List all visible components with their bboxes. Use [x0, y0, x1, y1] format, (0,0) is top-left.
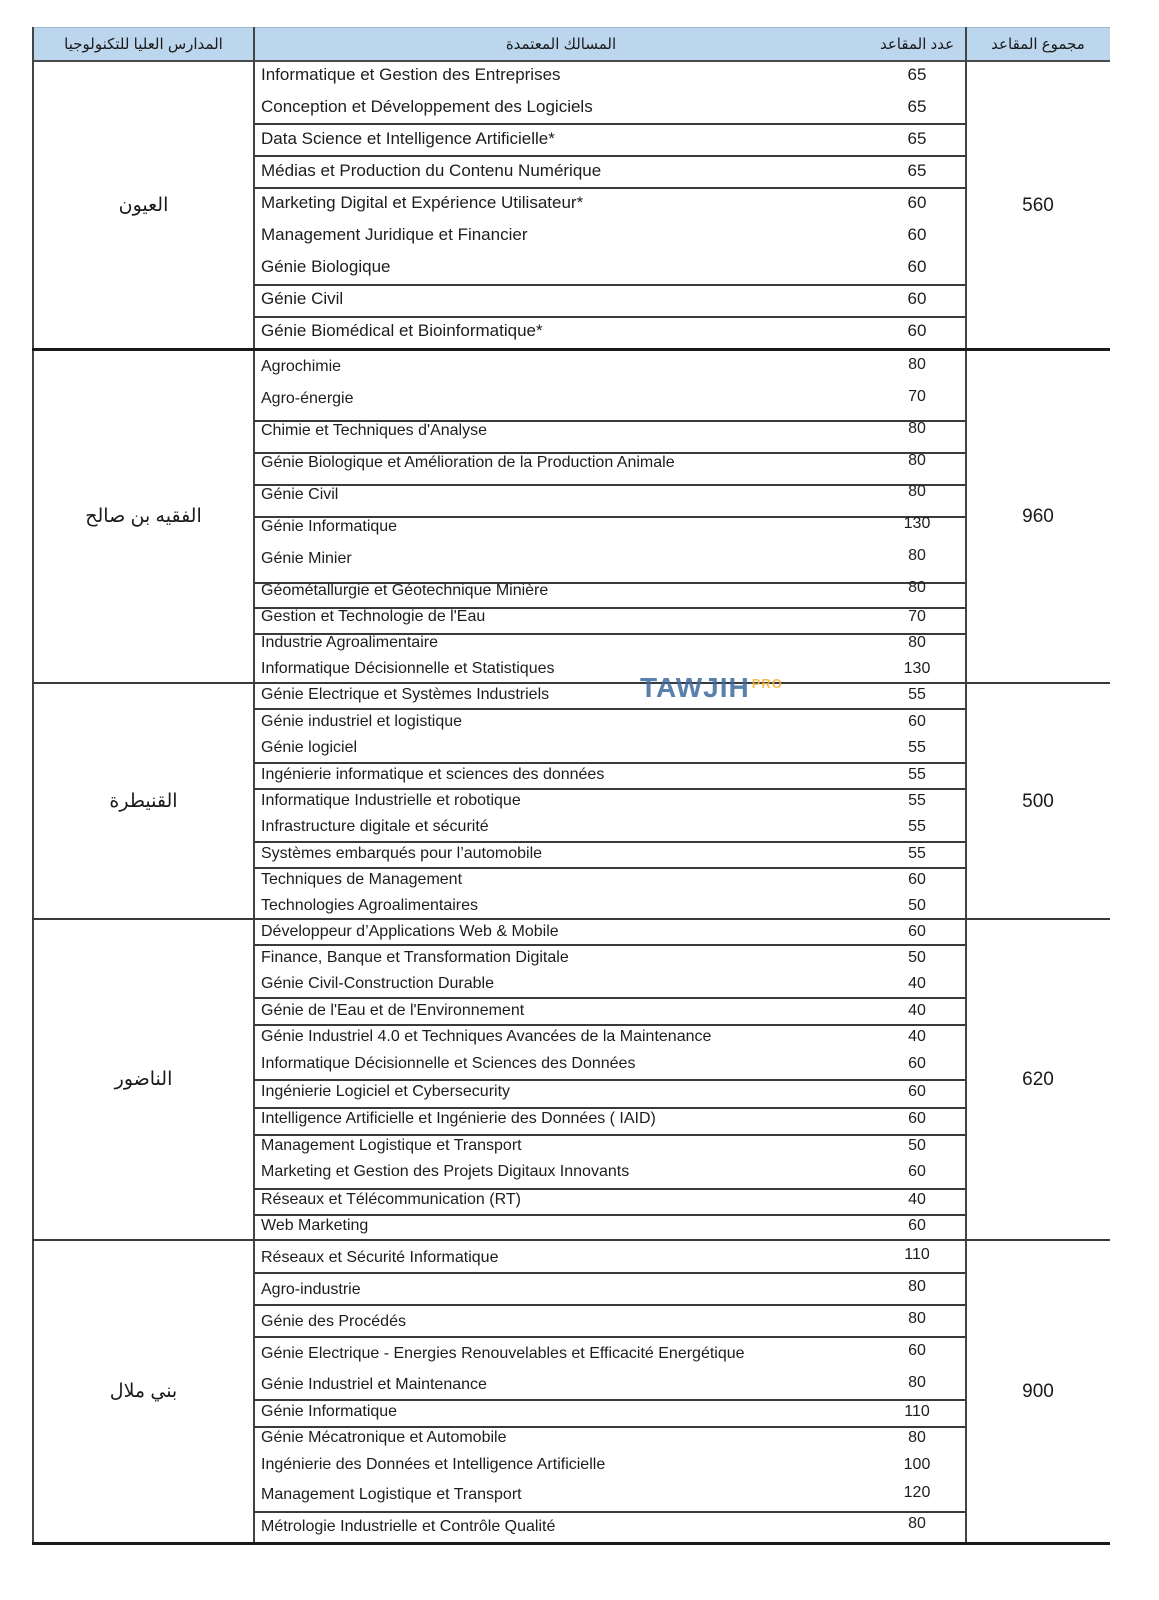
row-divider — [254, 1426, 966, 1428]
program-name: Informatique Décisionnelle et Sciences des Données — [261, 1055, 636, 1072]
program-name: Finance, Banque et Transformation Digitale — [261, 949, 569, 966]
row-divider — [254, 1214, 966, 1216]
program-name: Systèmes embarqués pour l’automobile — [261, 845, 543, 862]
seat-count: 55 — [908, 818, 926, 835]
school-name: القنيطرة — [109, 791, 178, 812]
row-divider — [254, 1107, 966, 1109]
seat-count: 80 — [908, 579, 926, 596]
program-name: Agro-énergie — [261, 390, 354, 407]
program-name: Informatique Décisionnelle et Statistiques — [261, 660, 555, 677]
program-name: Management Logistique et Transport — [261, 1137, 522, 1154]
seat-count: 130 — [903, 660, 931, 677]
seat-count: 40 — [908, 1191, 926, 1208]
header-programs: المسالك المعتمدة — [505, 36, 617, 53]
program-name: Chimie et Techniques d'Analyse — [261, 422, 487, 439]
seat-count: 80 — [908, 1515, 926, 1532]
seat-count: 55 — [908, 686, 926, 703]
program-name: Génie Civil-Construction Durable — [261, 975, 494, 992]
program-name: Agro-industrie — [261, 1281, 361, 1298]
row-divider — [254, 123, 966, 125]
seat-count: 65 — [907, 129, 927, 148]
row-divider — [254, 944, 966, 946]
seat-count: 120 — [903, 1484, 931, 1501]
seat-count: 60 — [908, 1163, 926, 1180]
row-divider — [254, 1188, 966, 1190]
program-name: Génie Mécatronique et Automobile — [261, 1429, 507, 1446]
header-seats: عدد المقاعد — [879, 36, 955, 53]
program-name: Génie industriel et logistique — [261, 713, 463, 730]
table-header — [33, 27, 1110, 62]
program-name: Génie Biologique — [261, 257, 391, 276]
program-name: Industrie Agroalimentaire — [261, 634, 438, 651]
total-seats: 620 — [1022, 1069, 1054, 1090]
seat-count: 50 — [908, 897, 926, 914]
row-divider — [254, 1399, 966, 1401]
seat-count: 80 — [908, 1278, 926, 1295]
row-divider — [254, 1024, 966, 1026]
program-name: Agrochimie — [261, 358, 342, 375]
header-schools: المدارس العليا للتكنولوجيا — [64, 36, 223, 53]
seat-count: 110 — [904, 1403, 930, 1420]
program-name: Génie Biologique et Amélioration de la Production Animale — [261, 454, 675, 471]
program-name: Web Marketing — [261, 1217, 369, 1234]
seat-count: 80 — [908, 1310, 926, 1327]
seat-count: 80 — [908, 452, 926, 469]
seat-count: 110 — [904, 1246, 930, 1263]
row-divider — [254, 284, 966, 286]
program-name: Intelligence Artificielle et Ingénierie des Données ( IAID) — [261, 1110, 656, 1127]
program-name: Marketing et Gestion des Projets Digitaux Innovants — [261, 1163, 630, 1180]
total-seats: 960 — [1022, 506, 1054, 527]
seat-count: 80 — [908, 1374, 926, 1391]
row-divider — [254, 1304, 966, 1306]
row-divider — [254, 1079, 966, 1081]
program-name: Génie Electrique - Energies Renouvelables et Efficacité Energétique — [261, 1345, 745, 1362]
row-divider — [254, 1134, 966, 1136]
program-name: Management Logistique et Transport — [261, 1486, 522, 1503]
column-divider — [32, 27, 34, 1543]
program-name: Réseaux et Sécurité Informatique — [261, 1249, 499, 1266]
program-name: Infrastructure digitale et sécurité — [261, 818, 489, 835]
row-divider — [254, 187, 966, 189]
program-name: Data Science et Intelligence Artificielle* — [261, 129, 555, 148]
program-name: Génie Civil — [261, 289, 344, 308]
program-name: Génie Electrique et Systèmes Industriels — [261, 686, 550, 703]
seat-count: 80 — [908, 420, 926, 437]
program-name: Ingénierie informatique et sciences des données — [261, 766, 605, 783]
seat-count: 60 — [907, 289, 927, 308]
program-name: Génie des Procédés — [261, 1313, 406, 1330]
program-name: Informatique Industrielle et robotique — [261, 792, 521, 809]
program-name: Médias et Production du Contenu Numérique — [261, 161, 602, 180]
seat-count: 60 — [908, 923, 926, 940]
row-divider — [254, 1272, 966, 1274]
seat-count: 50 — [908, 1137, 926, 1154]
total-seats: 500 — [1022, 791, 1054, 812]
row-divider — [254, 1511, 966, 1513]
group-divider — [32, 348, 1110, 351]
program-name: Techniques de Management — [261, 871, 463, 888]
seat-count: 130 — [903, 515, 931, 532]
seat-count: 60 — [907, 321, 927, 340]
row-divider — [254, 708, 966, 710]
table-bottom-border — [32, 1542, 1110, 1545]
seat-count: 80 — [908, 1429, 926, 1446]
seat-count: 60 — [908, 1110, 926, 1127]
seat-count: 40 — [908, 1028, 926, 1045]
header-total-seats: مجموع المقاعد — [991, 36, 1085, 53]
program-name: Génie Minier — [261, 550, 352, 567]
program-name: Génie Informatique — [261, 1403, 398, 1420]
seat-count: 55 — [908, 766, 926, 783]
school-name: الفقيه بن صالح — [85, 506, 202, 527]
seat-count: 60 — [908, 1083, 926, 1100]
group-divider — [32, 1239, 1110, 1241]
program-name: Génie de l'Eau et de l'Environnement — [261, 1002, 525, 1019]
watermark-suffix: PRO — [751, 676, 783, 691]
seat-count: 60 — [908, 713, 926, 730]
group-divider — [32, 682, 1110, 684]
school-name: العيون — [118, 195, 169, 216]
seat-count: 55 — [908, 845, 926, 862]
program-name: Informatique et Gestion des Entreprises — [261, 65, 561, 84]
seat-count: 80 — [908, 634, 926, 651]
program-name: Réseaux et Télécommunication (RT) — [261, 1191, 521, 1208]
row-divider — [254, 484, 966, 486]
row-divider — [254, 1336, 966, 1338]
column-divider — [253, 27, 255, 1543]
seat-count: 60 — [908, 1217, 926, 1234]
row-divider — [254, 788, 966, 790]
seat-count: 65 — [907, 161, 927, 180]
program-name: Conception et Développement des Logiciels — [261, 97, 593, 116]
seat-count: 65 — [907, 65, 927, 84]
row-divider — [254, 997, 966, 999]
seat-count: 60 — [908, 871, 926, 888]
seat-count: 70 — [908, 608, 926, 625]
seat-count: 60 — [908, 1342, 926, 1359]
seat-count: 60 — [907, 193, 927, 212]
group-divider — [32, 918, 1110, 920]
seat-count: 80 — [908, 356, 926, 373]
tawjihpro-watermark-logo — [640, 672, 783, 704]
program-name: Gestion et Technologie de l'Eau — [261, 608, 486, 625]
program-name: Management Juridique et Financier — [261, 225, 528, 244]
program-name: Génie Industriel 4.0 et Techniques Avancées de la Maintenance — [261, 1028, 712, 1045]
program-name: Marketing Digital et Expérience Utilisateur* — [261, 193, 584, 212]
seat-count: 60 — [907, 225, 927, 244]
program-name: Génie Industriel et Maintenance — [261, 1376, 487, 1393]
seat-count: 60 — [907, 257, 927, 276]
seat-count: 65 — [907, 97, 927, 116]
program-name: Génie Biomédical et Bioinformatique* — [261, 321, 543, 340]
row-divider — [254, 316, 966, 318]
seat-count: 60 — [908, 1055, 926, 1072]
row-divider — [254, 762, 966, 764]
total-seats: 560 — [1022, 195, 1054, 216]
program-name: Métrologie Industrielle et Contrôle Qualité — [261, 1518, 556, 1535]
watermark-text: TAWJIH — [640, 672, 750, 703]
row-divider — [254, 155, 966, 157]
row-divider — [254, 841, 966, 843]
seat-count: 100 — [903, 1456, 931, 1473]
program-name: Technologies Agroalimentaires — [261, 897, 479, 914]
program-name: Développeur d’Applications Web & Mobile — [261, 923, 559, 940]
seat-count: 55 — [908, 792, 926, 809]
program-name: Ingénierie Logiciel et Cybersecurity — [261, 1083, 511, 1100]
seat-count: 80 — [908, 483, 926, 500]
seat-count: 40 — [908, 975, 926, 992]
seat-count: 80 — [908, 547, 926, 564]
seat-count: 70 — [908, 388, 926, 405]
program-name: Génie Informatique — [261, 518, 398, 535]
program-name: Génie logiciel — [261, 739, 358, 756]
total-seats: 900 — [1022, 1381, 1054, 1402]
seat-count: 50 — [908, 949, 926, 966]
school-name: بني ملال — [109, 1381, 178, 1402]
seat-count: 40 — [908, 1002, 926, 1019]
program-name: Génie Civil — [261, 486, 339, 503]
program-name: Géométallurgie et Géotechnique Minière — [261, 582, 549, 599]
school-name: الناضور — [114, 1069, 173, 1090]
seat-count: 55 — [908, 739, 926, 756]
row-divider — [254, 867, 966, 869]
program-name: Ingénierie des Données et Intelligence Artificielle — [261, 1456, 606, 1473]
